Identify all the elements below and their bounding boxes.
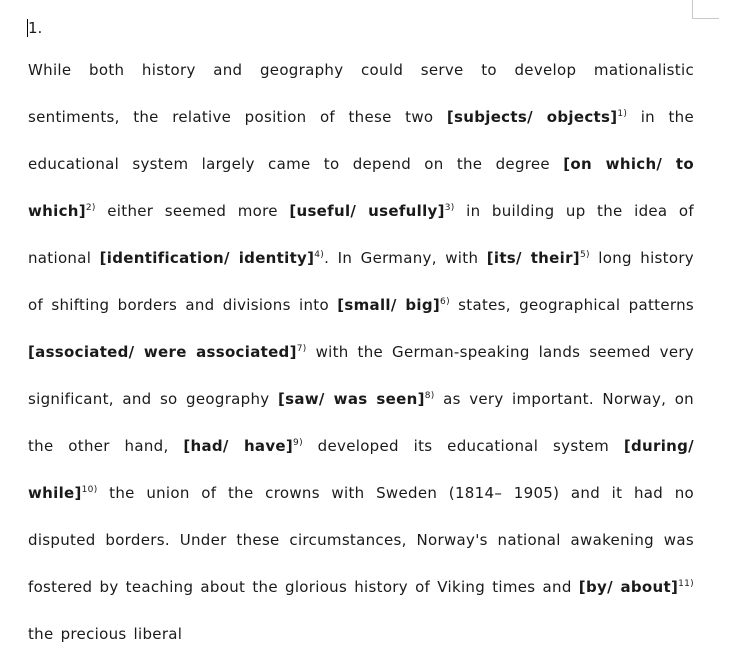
answer-choice: [identification/ identity] (99, 249, 315, 267)
passage-text: While both history and geography could serve to develop mationalistic sentiments, the relative position of these two (28, 61, 694, 126)
passage-text: the union of the crowns with Sweden (1814– 1905) and it had no disputed borders. Under these circumstances, Norway's national awakening was fostered by teaching about the glorious history of Viking times and (28, 484, 694, 596)
passage-text: with the German-speaking lands seemed very significant, and so geography (28, 343, 694, 408)
passage-text: developed its educational system (302, 437, 624, 455)
answer-choice: [had/ have] (183, 437, 294, 455)
answer-choice: [on which/ to which] (28, 155, 694, 220)
passage-text: in the educational system largely came to depend on the degree (28, 108, 694, 173)
answer-choice: [associated/ were associated] (28, 343, 297, 361)
passage-text: long history of shifting borders and divisions into (28, 249, 694, 314)
passage-text: states, geographical patterns (449, 296, 694, 314)
blank-number: 2) (85, 203, 96, 213)
blank-number: 7) (296, 344, 307, 354)
blank-number: 10) (81, 485, 98, 495)
blank-number: 11) (678, 579, 694, 589)
passage-text: as very important. Norway, on the other hand, (28, 390, 694, 455)
blank-number: 4) (314, 250, 325, 260)
blank-number: 1) (617, 109, 628, 119)
passage-paragraph[interactable] (28, 47, 694, 658)
answer-choice: [during/ while] (28, 437, 694, 502)
blank-number: 5) (579, 250, 590, 260)
page-corner-mark (692, 0, 719, 19)
answer-choice: [saw/ was seen] (277, 390, 425, 408)
blank-number: 6) (440, 297, 450, 307)
answer-choice: [its/ their] (486, 249, 580, 267)
blank-number: 8) (424, 391, 435, 401)
blank-number: 3) (444, 203, 455, 213)
question-number: 1. (28, 19, 43, 37)
passage-text: either seemed more (95, 202, 290, 220)
passage-text: . In Germany, with (324, 249, 487, 267)
answer-choice: [by/ about] (578, 578, 679, 596)
answer-choice: [subjects/ objects] (446, 108, 618, 126)
passage-text: in building up the idea of national (28, 202, 694, 267)
blank-number: 9) (293, 438, 303, 448)
answer-choice: [small/ big] (337, 296, 441, 314)
answer-choice: [useful/ usefully] (289, 202, 445, 220)
passage-text: the precious liberal (28, 625, 183, 643)
